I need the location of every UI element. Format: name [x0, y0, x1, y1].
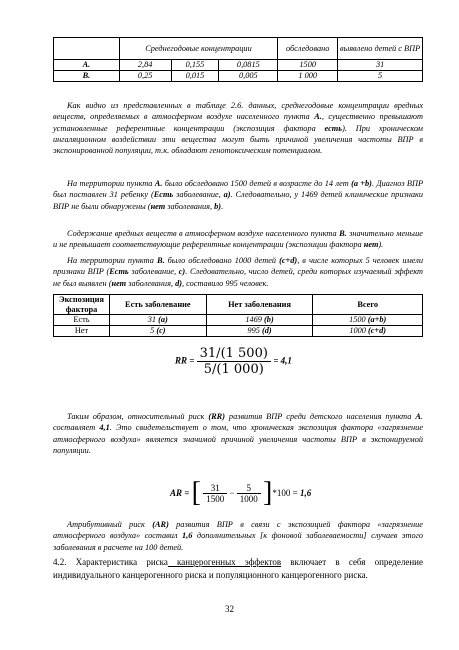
table-cell: 995 (d)	[206, 326, 313, 337]
table-header-cell: выявлено детей с ВПР	[338, 38, 423, 60]
table-cell: 31	[338, 60, 423, 71]
table-cell: 5 (c)	[109, 326, 206, 337]
row-label: A.	[54, 60, 120, 71]
section-paragraph: 4.2. Характеристика риска канцерогенных эффектов включает в себя определение индивидуального канцерогенного риска и популяционного канцерогенного риска.	[53, 557, 423, 580]
table-header-cell: Есть заболевание	[109, 295, 206, 315]
rr-fraction	[197, 346, 271, 377]
row-label: Есть	[54, 315, 110, 326]
ar-fraction-1: $\frac{31}{1500}$	[203, 483, 227, 504]
table-header-cell: Среднегодовые концентрации	[119, 38, 278, 60]
table-cell: 2,84	[119, 60, 171, 71]
table-cell: 31 (а)	[109, 315, 206, 326]
table-cell: 0,0815	[219, 60, 278, 71]
table-header-row	[54, 295, 423, 315]
paragraph-4: На территории пункта В. было обследовано 1000 детей (c+d), в числе которых 5 человек имели признаки ВПР (Есть заболевание, с). Следовательно, число детей, среди которых изучаемый эффект не был выявлен (нет заболевания, d), составило 995 человек.	[53, 256, 424, 288]
row-label: Нет	[54, 326, 110, 337]
table-cell: 1500 (a+b)	[313, 315, 423, 326]
ar-formula: AR = [ $\frac{31}{1500}$ − $\frac{5}{1000}$ ]*100 = 1,6	[170, 477, 312, 508]
table-cell: 0,25	[119, 71, 171, 82]
table-cell: 5	[338, 71, 423, 82]
table-header-cell: Всего	[313, 295, 423, 315]
ar-result: 1,6	[299, 488, 312, 498]
table-header-row	[54, 38, 423, 60]
table-row	[54, 60, 423, 71]
table-header-cell: Нет заболевания	[206, 295, 313, 315]
table-cell: 1469 (b)	[206, 315, 313, 326]
ar-fraction-2: $\frac{5}{1000}$	[237, 483, 261, 504]
ar-lhs: AR =	[170, 488, 190, 498]
row-label: B.	[54, 71, 120, 82]
table-header-cell: обследовано	[278, 38, 338, 60]
paragraph-2: На территории пункта А. было обследовано 1500 детей в возрасте до 14 лет (а +b). Диагноз ВПР был поставлен 31 ребенку (Есть заболевание, а). Следовательно, у 1469 детей клинические признаки ВПР не были обнаружены (нет заболевания, b).	[53, 179, 424, 211]
table-cell: 1 000	[278, 71, 338, 82]
page-number: 32	[225, 604, 234, 614]
table-cell: 0,005	[219, 71, 278, 82]
table-header-cell: Экспозиция фактора	[54, 295, 110, 315]
exposure-table	[53, 294, 423, 337]
rr-numerator: 31/(1 500)	[197, 346, 271, 362]
rr-denominator: 5/(1 000)	[203, 362, 264, 377]
table-cell: 0,015	[171, 71, 219, 82]
rr-formula	[175, 346, 292, 377]
right-bracket: ]	[263, 477, 273, 508]
rr-lhs: RR =	[175, 355, 195, 366]
table-row	[54, 315, 423, 326]
paragraph-1: Как видно из представленных в таблице 2.6. данных, среднегодовые концентрации вредных веществ, определяемых в атмосферном воздухе населенного пункта А., существенно превышают установленные референтные концентрации (экспозиция фактора есть). При хроническом ингаляционном воздействии эти вещества могут быть причиной увеличения частоты ВПР в экспонированной популяции, т.к. обладают генотоксическим потенциалом.	[53, 101, 424, 156]
table-cell: 1000 (c+d)	[313, 326, 423, 337]
concentration-table	[53, 37, 423, 82]
paragraph-3: Содержание вредных веществ в атмосферном воздухе населенного пункта В. значительно меньше и не превышает соответствующие референтные концентрации (экспозиции фактора нет).	[53, 229, 423, 250]
table-cell: 1500	[278, 60, 338, 71]
table-row	[54, 326, 423, 337]
rr-result: = 4,1	[273, 355, 292, 366]
table-cell	[54, 38, 120, 60]
table-cell: 0,155	[171, 60, 219, 71]
left-bracket: [	[191, 477, 201, 508]
table-row	[54, 71, 423, 82]
paragraph-5: Таким образом, относительный риск (RR) развития ВПР среди детского населения пункта А. составляет 4,1. Это свидетельствует о том, что хроническая экспозиция фактора «загрязнение атмосферного воздуха» является значимой причиной увеличения частоты ВПР в экспонируемой популяции.	[53, 412, 423, 455]
paragraph-6: Атрибутивный риск (AR) развития ВПР в связи с экспозицией фактора «загрязнение атмосферного воздуха» составил 1,6 дополнительных [к фоновой заболеваемости] случаев этого заболевания в расчете на 100 детей.	[53, 520, 423, 552]
